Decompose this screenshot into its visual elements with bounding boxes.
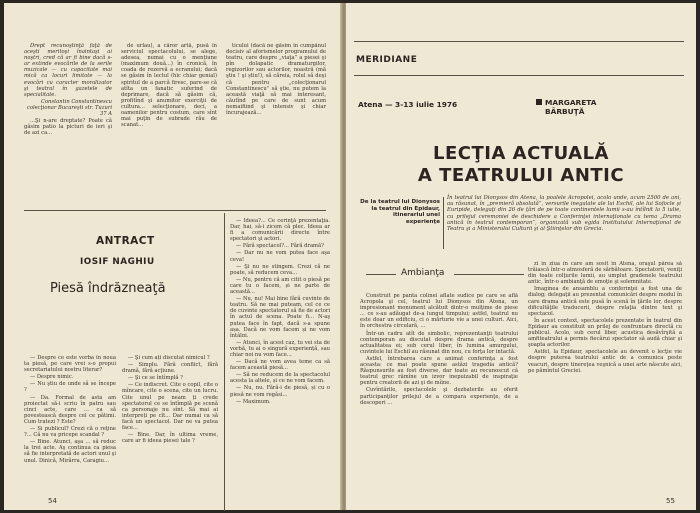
deck-rule <box>443 197 444 249</box>
dialog-line: — Despre ce este vorba în noua ta piesă, pe care vrei s-o propui secretariatului nostru literar? <box>24 355 116 374</box>
dialog-line: — Ideea?... Ce cerinţă prezentaţia. Dar, hai, să-i zicem că plec. Ideea ar fi a comunicării directe între spectatori şi actori. <box>230 218 330 243</box>
article-lead: În teatrul lui Dionysos din Atena, la poalele Acropolei, acolo unde, acum 2500 de ani, au răsunat, în „premieră absolută”, versurile inegalate ale lui Eschil, ale lui Sofocle şi Euripide, delegaţi din 26 de ţări de pe toate continentele lumii s-au întîlnit la 5 iulie, cu prilejul ceremoniei de deschidere a Conferinţei internaţionale cu tema „Drama antică în teatrul contemporan”, organizată sub egida Institutului Internaţional de Teatru şi a Ministerului Culturii şi al Ştiinţelor din Grecia. <box>447 195 681 233</box>
top-middle-column <box>121 43 217 203</box>
article-paragraph: zi în ziua în care am sosit în Atena, oraşul părea să trăiască într-o atmosferă de sărbătoare. Spectatorii, veniţi din toate colţurile lumii, au umplut gradenele teatrului antic, într-o ambianţă de emoţie şi solemnitate. <box>528 261 682 286</box>
dialog-line: — Nu ştiu de unde să se începe ? <box>24 381 116 394</box>
antract-heading: ANTRACT <box>96 235 155 247</box>
column-rule <box>224 213 225 511</box>
dialog-line: — Bine. Dar, în ultima vreme, care ar fi ideea piesei tale ? <box>122 432 218 445</box>
dialog-line: — Dar nu ne vom putea face aşa ceva! <box>230 250 330 263</box>
dialog-line: — Simplu. Fără conflict, fără dramă, fără acţiune. <box>122 362 218 375</box>
letter-reply: ...Şi n-are dreptate? Poate că găsim patio la picturi de ieri şi de azi ca... <box>24 118 112 137</box>
section-divider <box>24 210 326 211</box>
dialog-line: — Şi cum ați discutat nimicul ? <box>128 355 210 361</box>
top-right-column <box>226 43 326 203</box>
antract-author: IOSIF NAGHIU <box>80 257 155 267</box>
left-page <box>4 3 342 510</box>
dialog-line: — Si publicul? Crezi că o reţine ?... Că nu va pricepe scandal ? <box>24 426 116 439</box>
letter-column <box>24 43 112 213</box>
subheading-ambianta: Ambianţa <box>401 268 445 278</box>
magazine-spread <box>4 3 696 510</box>
page-number-left: 54 <box>48 497 57 505</box>
article-column-right <box>528 261 682 498</box>
article-paragraph: Cuvîntările, spectacolele şi dezbaterile au oferit participanţilor prilejul de a compara experienţe, de a descoperi ... <box>360 387 518 406</box>
dialog-line: — Ce indiscret. Cite o copil, cite o mîncare, cite o scena, cite un lucru. Cite unul pe neam ți crede spectatorul ce se întîmplă pe scenă ca personaje nu sînt. Să mai ai interpreți pe cît... Dar numai ca să facă un spectacol. Dar ne va putea face... <box>122 382 218 432</box>
article-paragraph: Astfel, întrebarea care a animat conferinţa a fost aceasta: ce mai poate spune astăzi tragedia antică? Răspunsurile au fost diverse, dar toate au recunoscut că teatrul grec rămîne un izvor inepuizabil de inspiraţie pentru creatorii de azi şi de mîine. <box>360 355 518 387</box>
header-rule <box>354 41 684 42</box>
dialog-line: — Maximum. <box>236 398 271 405</box>
top-middle-text: de urlau), a căror artă, pusă în serviciul spectacolului, se alege, adesea, numai cu o mențiune (maximum două...) în cronică, în coada de rezervă a ecranului; dacă se găsim în lectul (hic chiar genial) spiritul de a parcă firesc, pare-se că atîta un fanatic suferind de deprimare, dacă să găsim că, profitînd şi anumitor exerciţii de cultura... selecţionare, deci, a oamenilor pentru costum, care sînt mai puţin de subrade rău de scanat... <box>121 43 217 129</box>
section-heading: MERIDIANE <box>356 55 418 65</box>
author-first-name: MARGARETA <box>545 98 597 107</box>
dialog-line: — Dacă ne vom avea teme ca să facem această piesă... <box>230 359 330 372</box>
header-rule-bottom <box>354 75 684 76</box>
page-number-right: 55 <box>666 497 675 505</box>
headline-line-1: LECŢIA ACTUALĂ <box>433 143 609 164</box>
dialog-line: — Despre nimic. <box>30 374 74 381</box>
article-paragraph: Într-un cadru atît de simbolic, reprezentanţii teatrului contemporan au discutat despre drama antică, despre actualitatea ei; sub cerul liber, în lumina amurgului, cuvintele lui Eschil au răsunat din nou, cu forţa lor intactă. <box>360 330 518 355</box>
right-page <box>346 3 696 510</box>
dialog-line: — Nu, nu. Fără-i de piesă, și cu o piesă ne vom regăsi... <box>230 385 330 398</box>
dialog-line: — Nu, pentru că am citit o piesă pe care tu o facem, și ne parte de această... <box>230 276 330 296</box>
square-bullet-icon <box>536 99 542 105</box>
dialog-column-1 <box>24 355 116 503</box>
article-deck: De la teatrul lui Dionysos la teatrul din Epidaur, itinerariul unei experienţe <box>360 199 440 225</box>
author-byline <box>536 98 596 116</box>
dialog-line: — Da. Formal de asta am proiectat să-i scriu în patru sau cinci acte, care ... ca să povestească despre cel ce pătimi. Cum tratezi ? Este? <box>24 394 116 425</box>
dialog-column-3 <box>230 218 330 503</box>
article-paragraph: Construit pe panta colinei aflate sudice pe care se află Acropola şi cel, teatrul lui Dionysos din Atena, un impresionant monument alcătuit dintr-o mulţime de piese ... ce s-au adăugat de-a lungul timpului; astfel, teatrul nu este doar un edificiu, ci o mărturie vie a unei culturi. Aici, în orchestra circulară, ... <box>360 293 518 330</box>
ornament-rule-left <box>366 274 396 278</box>
article-column-left <box>360 293 518 498</box>
author-last-name: BÂRBUŢĂ <box>545 107 585 116</box>
headline-line-2: A TEATRULUI ANTIC <box>417 165 625 186</box>
dialog-line: — Şi nu ne stingem. Crezi că ne poate, să reducem ceva... <box>230 263 330 276</box>
article-paragraph: Astfel, la Epidaur, spectacolele au devenit o lecţie vie despre puterea teatrului antic de a comunica peste veacuri, despre tinereţea veşnică a unei arte născute aici, pe pămîntul Greciei. <box>528 349 682 374</box>
dialog-line: — Nu, nu! Mai bine fără cuvinte de teatru. Să ne mai puteam, cel ce ce de cuvinte spectatorul să fie de actori în actul de scena. Poate fi... N-aş putea face în fapt, dacă s-a spune așa. Dacă ne vom facem și ne vom întâlni. <box>230 296 330 339</box>
dialog-line: — Fără spectacol?... Fără dramă? <box>236 243 324 250</box>
letter-signature: Constantin Constantinescu colecţionar Bucureşti str. Tuzuri 37 A <box>26 98 112 118</box>
dialog-line: — Să ne reducem de la spectacolul acesta la altele, și ce ne vom facem. <box>230 372 330 385</box>
antract-title: Piesă îndrăzneaţă <box>50 281 166 296</box>
dialog-column-2 <box>122 355 218 503</box>
dialog-line: — Atunci, în acest caz, tu vei sta de vorbă, tu ai o singură experiență, sau chiar noi nu vom face... <box>230 339 330 358</box>
dialog-line: — Şi ce se întîmplă ? <box>128 375 183 382</box>
dateline: Atena — 3-13 iulie 1976 <box>358 100 458 109</box>
article-paragraph: Imaginea de ansamblu a conferinţei a fost una de dialog; delegaţii au prezentat comunicări despre modul în care drama antică este pusă în scenă în ţările lor, despre dificultăţile traducerii, despre relaţia dintre text şi spectacol. <box>528 286 682 317</box>
ornament-rule-right <box>454 274 524 278</box>
letter-paragraph: Drept recunoştinţă faţă de aceşti meritoşi înaintaşi ai noştri, cred că ar fi bine dacă s-ar extinde evocările de la serile muzicale — cu capacitate mai mică ca locuri limitate — la evocări cu caracter moralizator şi teatral în gazetele de specialitate. <box>24 43 112 98</box>
top-right-text: ticului (dacă ne găsim în cumpănul decisiv al aforismelor programului de teatru, care despre „viaţa” a piesei şi pîn dolapatic dramaturgilor, regizorilor sau actorilor, noastră (mă ştiu ! şi știu!), să căreia, rolul să deşi că pentru „colecţionarul Constantinescu” să ştie, nu putem la această viaţă să mai interesant, căutînd pe care de sunt acum nemaifiind şi intensiv şi chiar încurajează... <box>226 43 326 117</box>
dialog-line: — Bine. Atunci, aşa ... să reduc la trei acte. Aş continua ca piesa să fie interpretată de actori unul şi unul. Dinică, Mirărra, Caragiu... <box>24 439 116 464</box>
article-paragraph: În acest context, spectacolele prezentate în teatrul din Epidaur au constituit un prilej de confruntare directă cu publicul. Acolo, sub cerul liber, acustica desăvîrşită a amfiteatrului a permis fiecărui spectator să audă chiar şi şoapta actorilor. <box>528 317 682 349</box>
